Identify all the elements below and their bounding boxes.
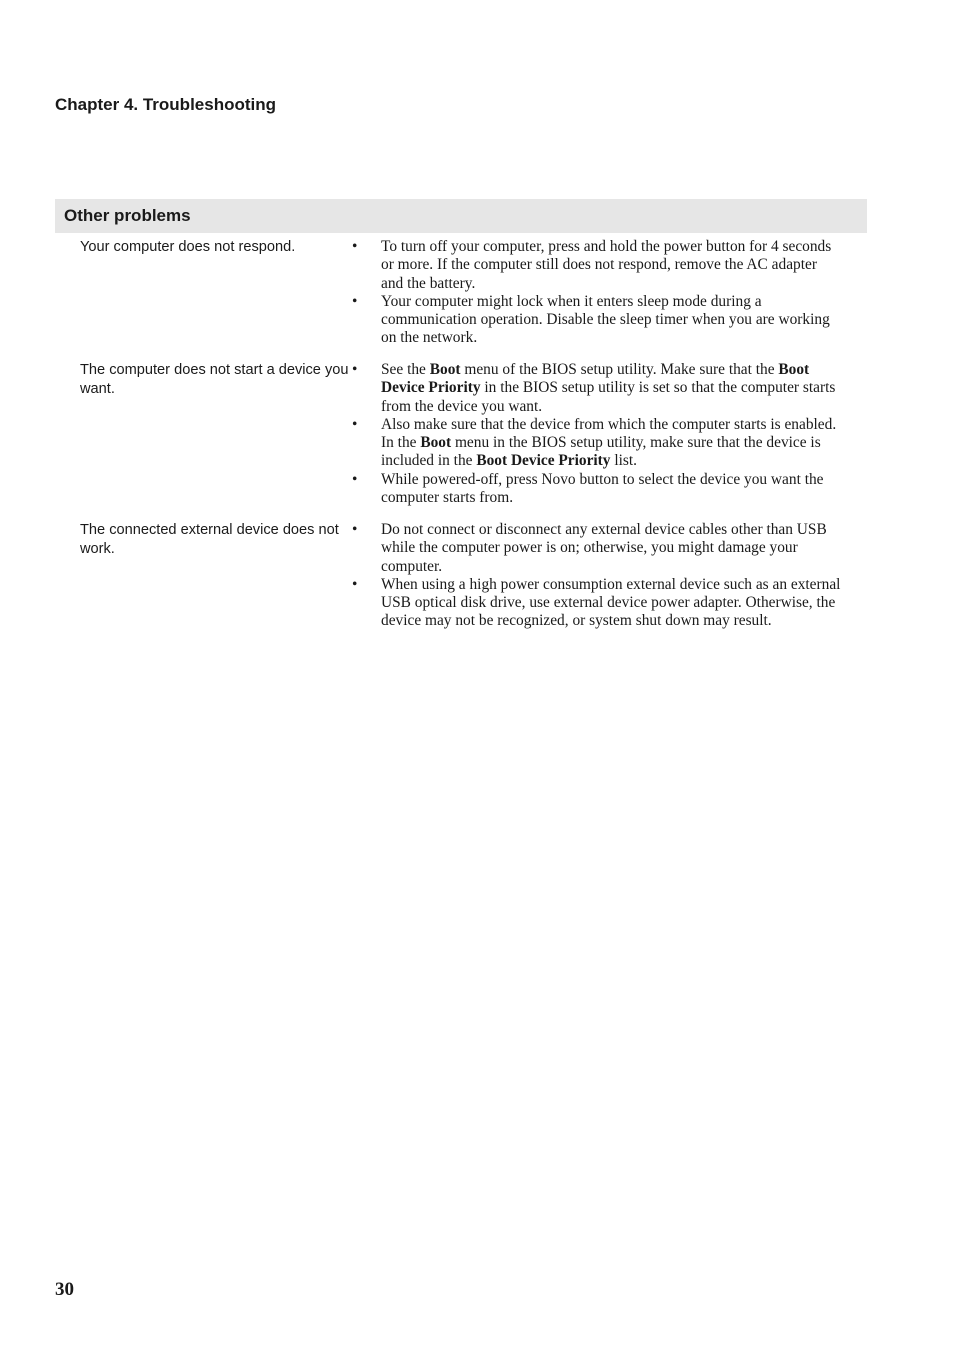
bullet-icon: • bbox=[352, 292, 358, 310]
bullet-icon: • bbox=[352, 470, 358, 488]
solution-text: list. bbox=[610, 452, 638, 470]
solution-text: Your computer might lock when it enters sleep mode during a communication operation. Disable the sleep timer when you are working on the network. bbox=[381, 292, 830, 347]
bullet-icon: • bbox=[352, 238, 358, 255]
solution-text: in the BIOS setup utility is set so that the computer starts from the device you want. bbox=[381, 379, 836, 415]
bold-term: Boot Device Priority bbox=[381, 361, 810, 397]
solution-list bbox=[352, 361, 842, 521]
solution-text: See the bbox=[381, 361, 430, 378]
solution-item bbox=[352, 521, 842, 576]
problem-description: The computer does not start a device you want. bbox=[80, 362, 349, 397]
solution-text: menu in the BIOS setup utility, make sure that the device is included in the bbox=[381, 434, 821, 470]
solution-item bbox=[352, 576, 842, 631]
chapter-title: Chapter 4. Troubleshooting bbox=[55, 95, 277, 114]
bold-term: Boot Device Priority bbox=[476, 452, 611, 470]
solution-item bbox=[352, 471, 842, 508]
section-title-bar bbox=[55, 199, 867, 233]
solution-text: menu of the BIOS setup utility. Make sure that the bbox=[460, 361, 779, 378]
page-number: 30 bbox=[55, 1279, 74, 1300]
solution-text: To turn off your computer, press and hold the power button for 4 seconds or more. If the computer still does not respond, remove the AC adapter and the battery. bbox=[381, 238, 832, 292]
solution-item bbox=[352, 238, 842, 293]
problem-row bbox=[55, 238, 867, 361]
solution-list bbox=[352, 238, 842, 361]
solution-item bbox=[352, 361, 842, 416]
solution-list bbox=[352, 521, 842, 631]
solution-text: Also make sure that the device from which the computer starts is enabled. In the bbox=[381, 415, 837, 452]
bullet-icon: • bbox=[352, 415, 358, 433]
solution-text: Do not connect or disconnect any external device cables other than USB while the computer power is on; otherwise, you might damage your computer. bbox=[381, 521, 827, 575]
bold-term: Boot bbox=[420, 434, 452, 452]
bullet-icon: • bbox=[352, 521, 358, 538]
problem-row bbox=[55, 361, 867, 521]
section-title: Other problems bbox=[64, 206, 191, 225]
solution-text: When using a high power consumption external device such as an external USB optical disk drive, use external device power adapter. Otherwise, the device may not be recognized, or system shut down may result. bbox=[381, 575, 841, 630]
bullet-icon: • bbox=[352, 361, 358, 378]
problem-row bbox=[55, 521, 867, 631]
problem-description: Your computer does not respond. bbox=[80, 239, 296, 255]
solution-item bbox=[352, 416, 842, 471]
solution-item bbox=[352, 293, 842, 348]
bullet-icon: • bbox=[352, 575, 358, 593]
other-problems-section bbox=[55, 199, 867, 631]
bold-term: Boot bbox=[429, 361, 461, 378]
problem-description: The connected external device does not work. bbox=[80, 522, 339, 557]
solution-text: While powered-off, press Novo button to select the device you want the computer starts from. bbox=[381, 470, 824, 507]
